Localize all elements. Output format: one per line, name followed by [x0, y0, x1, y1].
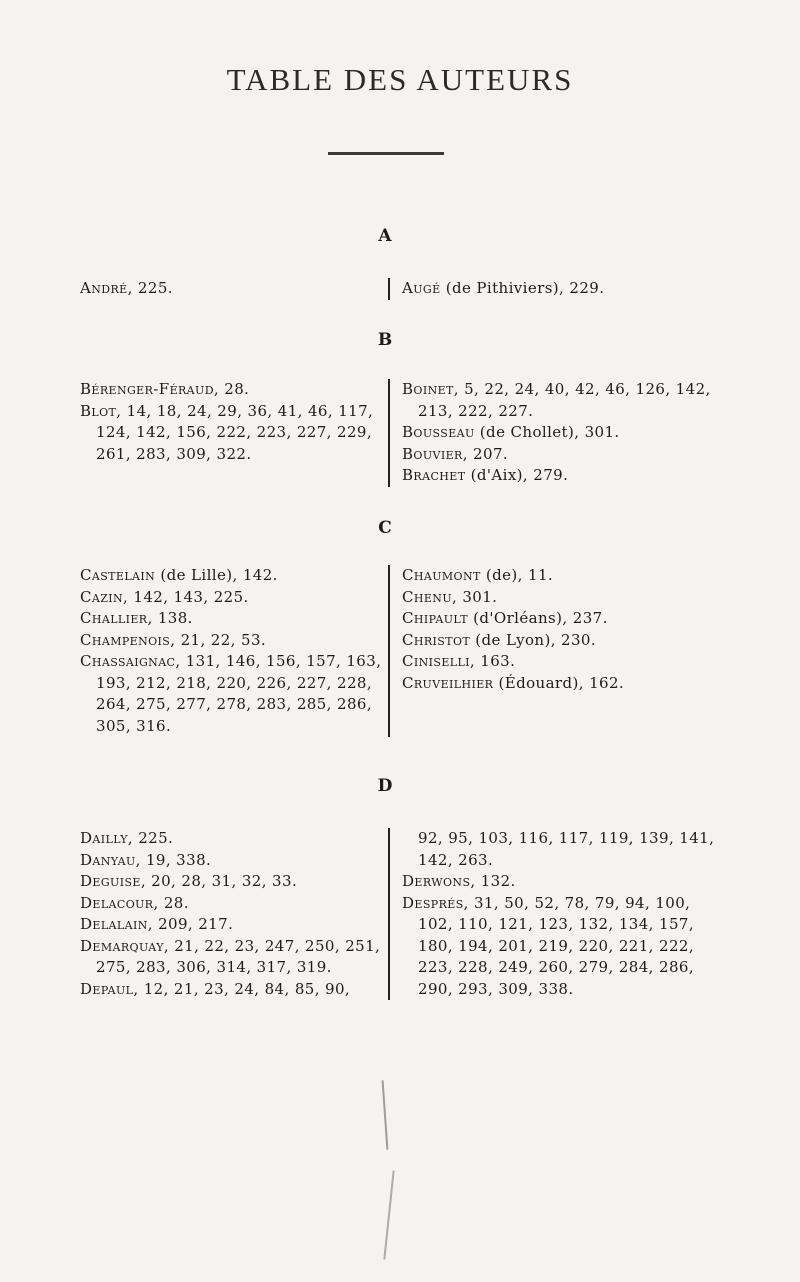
section-letter-a: A	[378, 226, 392, 246]
section-a-left-column	[80, 278, 388, 300]
page-references: , 28.	[213, 380, 250, 398]
page-references: , 132.	[470, 872, 516, 890]
page-references: (de Pithiviers), 229.	[440, 279, 605, 297]
page-references: , 225.	[127, 829, 174, 847]
index-entry	[402, 673, 720, 695]
index-entry	[80, 914, 382, 936]
scan-mark	[383, 1170, 394, 1260]
index-entry	[402, 587, 720, 609]
author-name: Chipault	[402, 609, 468, 627]
section-b	[80, 379, 720, 487]
author-name: Christot	[402, 630, 471, 649]
page-references: , 142, 143, 225.	[123, 587, 249, 606]
author-name: Delalain	[80, 915, 148, 933]
index-entry	[80, 893, 382, 915]
index-entry	[80, 850, 382, 872]
page-references: (de Lille), 142.	[155, 566, 278, 584]
author-name: Ciniselli	[402, 652, 470, 670]
section-d-left-column	[80, 828, 388, 1000]
page-references: , 209, 217.	[147, 915, 234, 933]
author-name: Champenois	[80, 630, 171, 649]
page-references: , 28.	[153, 893, 189, 912]
section-b-right-column	[388, 379, 720, 487]
depaul-continuation: 92, 95, 103, 116, 117, 119, 139, 141, 142, 263.	[418, 829, 715, 869]
author-name: Boinet	[402, 380, 454, 398]
index-entry	[80, 630, 382, 652]
author-name: Challier	[80, 609, 148, 627]
author-name: Demarquay	[80, 936, 164, 955]
index-entry	[402, 379, 720, 422]
page-references: (de Chollet), 301.	[474, 423, 620, 441]
index-entry	[80, 608, 382, 630]
page-references: , 138.	[147, 609, 193, 627]
index-entry	[80, 379, 382, 401]
index-entry	[402, 608, 720, 630]
section-letter-c: C	[378, 518, 392, 538]
section-a	[80, 278, 720, 300]
index-entry	[80, 401, 382, 466]
page-references: , 21, 22, 53.	[170, 630, 267, 649]
page-references: , 12, 21, 23, 24, 84, 85, 90,	[133, 979, 351, 998]
index-entry	[80, 651, 382, 737]
page-references: , 21, 22, 23, 247, 250, 251, 275, 283, 306, 314, 317, 319.	[96, 936, 381, 976]
author-name: Bousseau	[402, 423, 475, 441]
page-references: , 131, 146, 156, 157, 163, 193, 212, 218, 220, 226, 227, 228, 264, 275, 277, 278, 283, 285, 286, 305, 316.	[96, 652, 382, 735]
author-name: Depaul	[80, 979, 134, 998]
page-references: , 5, 22, 24, 40, 42, 46, 126, 142, 213, 222, 227.	[418, 380, 711, 420]
page-references: (de), 11.	[480, 566, 554, 584]
author-name: Després	[402, 893, 464, 912]
page-references: , 19, 338.	[135, 850, 212, 869]
index-entry	[402, 565, 720, 587]
author-name: Castelain	[80, 566, 156, 584]
title-rule	[328, 152, 444, 155]
page-references: , 31, 50, 52, 78, 79, 94, 100, 102, 110, 121, 123, 132, 134, 157, 180, 194, 201, 219, 220, 221, 222, 223, 228, 249, 260, 279, 284, 286, 290, 293, 309, 338.	[418, 893, 694, 998]
page-title: TABLE DES AUTEURS	[226, 62, 574, 97]
author-name: Danyau	[80, 850, 136, 869]
author-name: Deguise	[80, 872, 141, 890]
index-entry	[402, 278, 720, 300]
author-name: Blot	[80, 401, 117, 420]
section-letter-b: B	[377, 330, 393, 350]
page-references: , 301.	[452, 587, 498, 606]
index-entry	[80, 278, 382, 300]
page-references: (Édouard), 162.	[493, 673, 625, 692]
page-references: , 225.	[127, 279, 173, 297]
page-references: (d'Orléans), 237.	[467, 609, 608, 627]
page-references: (d'Aix), 279.	[465, 466, 569, 484]
page-references: , 163.	[469, 652, 516, 670]
author-name: Derwons	[402, 872, 471, 890]
author-name: Chassaignac	[80, 652, 176, 670]
index-entry	[80, 565, 382, 587]
scan-mark	[382, 1080, 389, 1150]
section-c	[80, 565, 720, 737]
section-a-right-column	[388, 278, 720, 300]
page-references: (de Lyon), 230.	[470, 630, 597, 649]
index-entry	[80, 587, 382, 609]
index-entry	[80, 979, 382, 1001]
section-c-right-column	[388, 565, 720, 737]
section-c-left-column	[80, 565, 388, 737]
page-references: , 207.	[462, 444, 509, 463]
index-entry	[402, 444, 720, 466]
index-entry	[402, 422, 720, 444]
author-name: Cruveilhier	[402, 673, 494, 692]
index-entry	[402, 465, 720, 487]
section-letter-d: D	[377, 776, 393, 796]
section-d	[80, 828, 720, 1000]
author-name: Dailly	[80, 829, 128, 847]
author-name: Chenu	[402, 587, 452, 606]
author-name: André	[80, 279, 128, 297]
index-entry	[80, 936, 382, 979]
page-references: , 14, 18, 24, 29, 36, 41, 46, 117, 124, 142, 156, 222, 223, 227, 229, 261, 283, 309, 322.	[96, 401, 374, 463]
section-d-right-column	[388, 828, 720, 1000]
author-name: Delacour	[80, 893, 154, 912]
author-name: Cazin	[80, 587, 124, 606]
author-name: Chaumont	[402, 566, 481, 584]
index-entry	[402, 871, 720, 893]
page-references: , 20, 28, 31, 32, 33.	[140, 872, 298, 890]
author-name: Bérenger-Féraud	[80, 380, 214, 398]
author-name: Brachet	[402, 466, 466, 484]
index-entry	[80, 871, 382, 893]
index-entry	[402, 630, 720, 652]
author-name: Bouvier	[402, 444, 463, 463]
author-name: Augé	[402, 279, 441, 297]
index-entry	[402, 893, 720, 1001]
index-entry	[80, 828, 382, 850]
section-b-left-column	[80, 379, 388, 487]
index-entry	[402, 651, 720, 673]
